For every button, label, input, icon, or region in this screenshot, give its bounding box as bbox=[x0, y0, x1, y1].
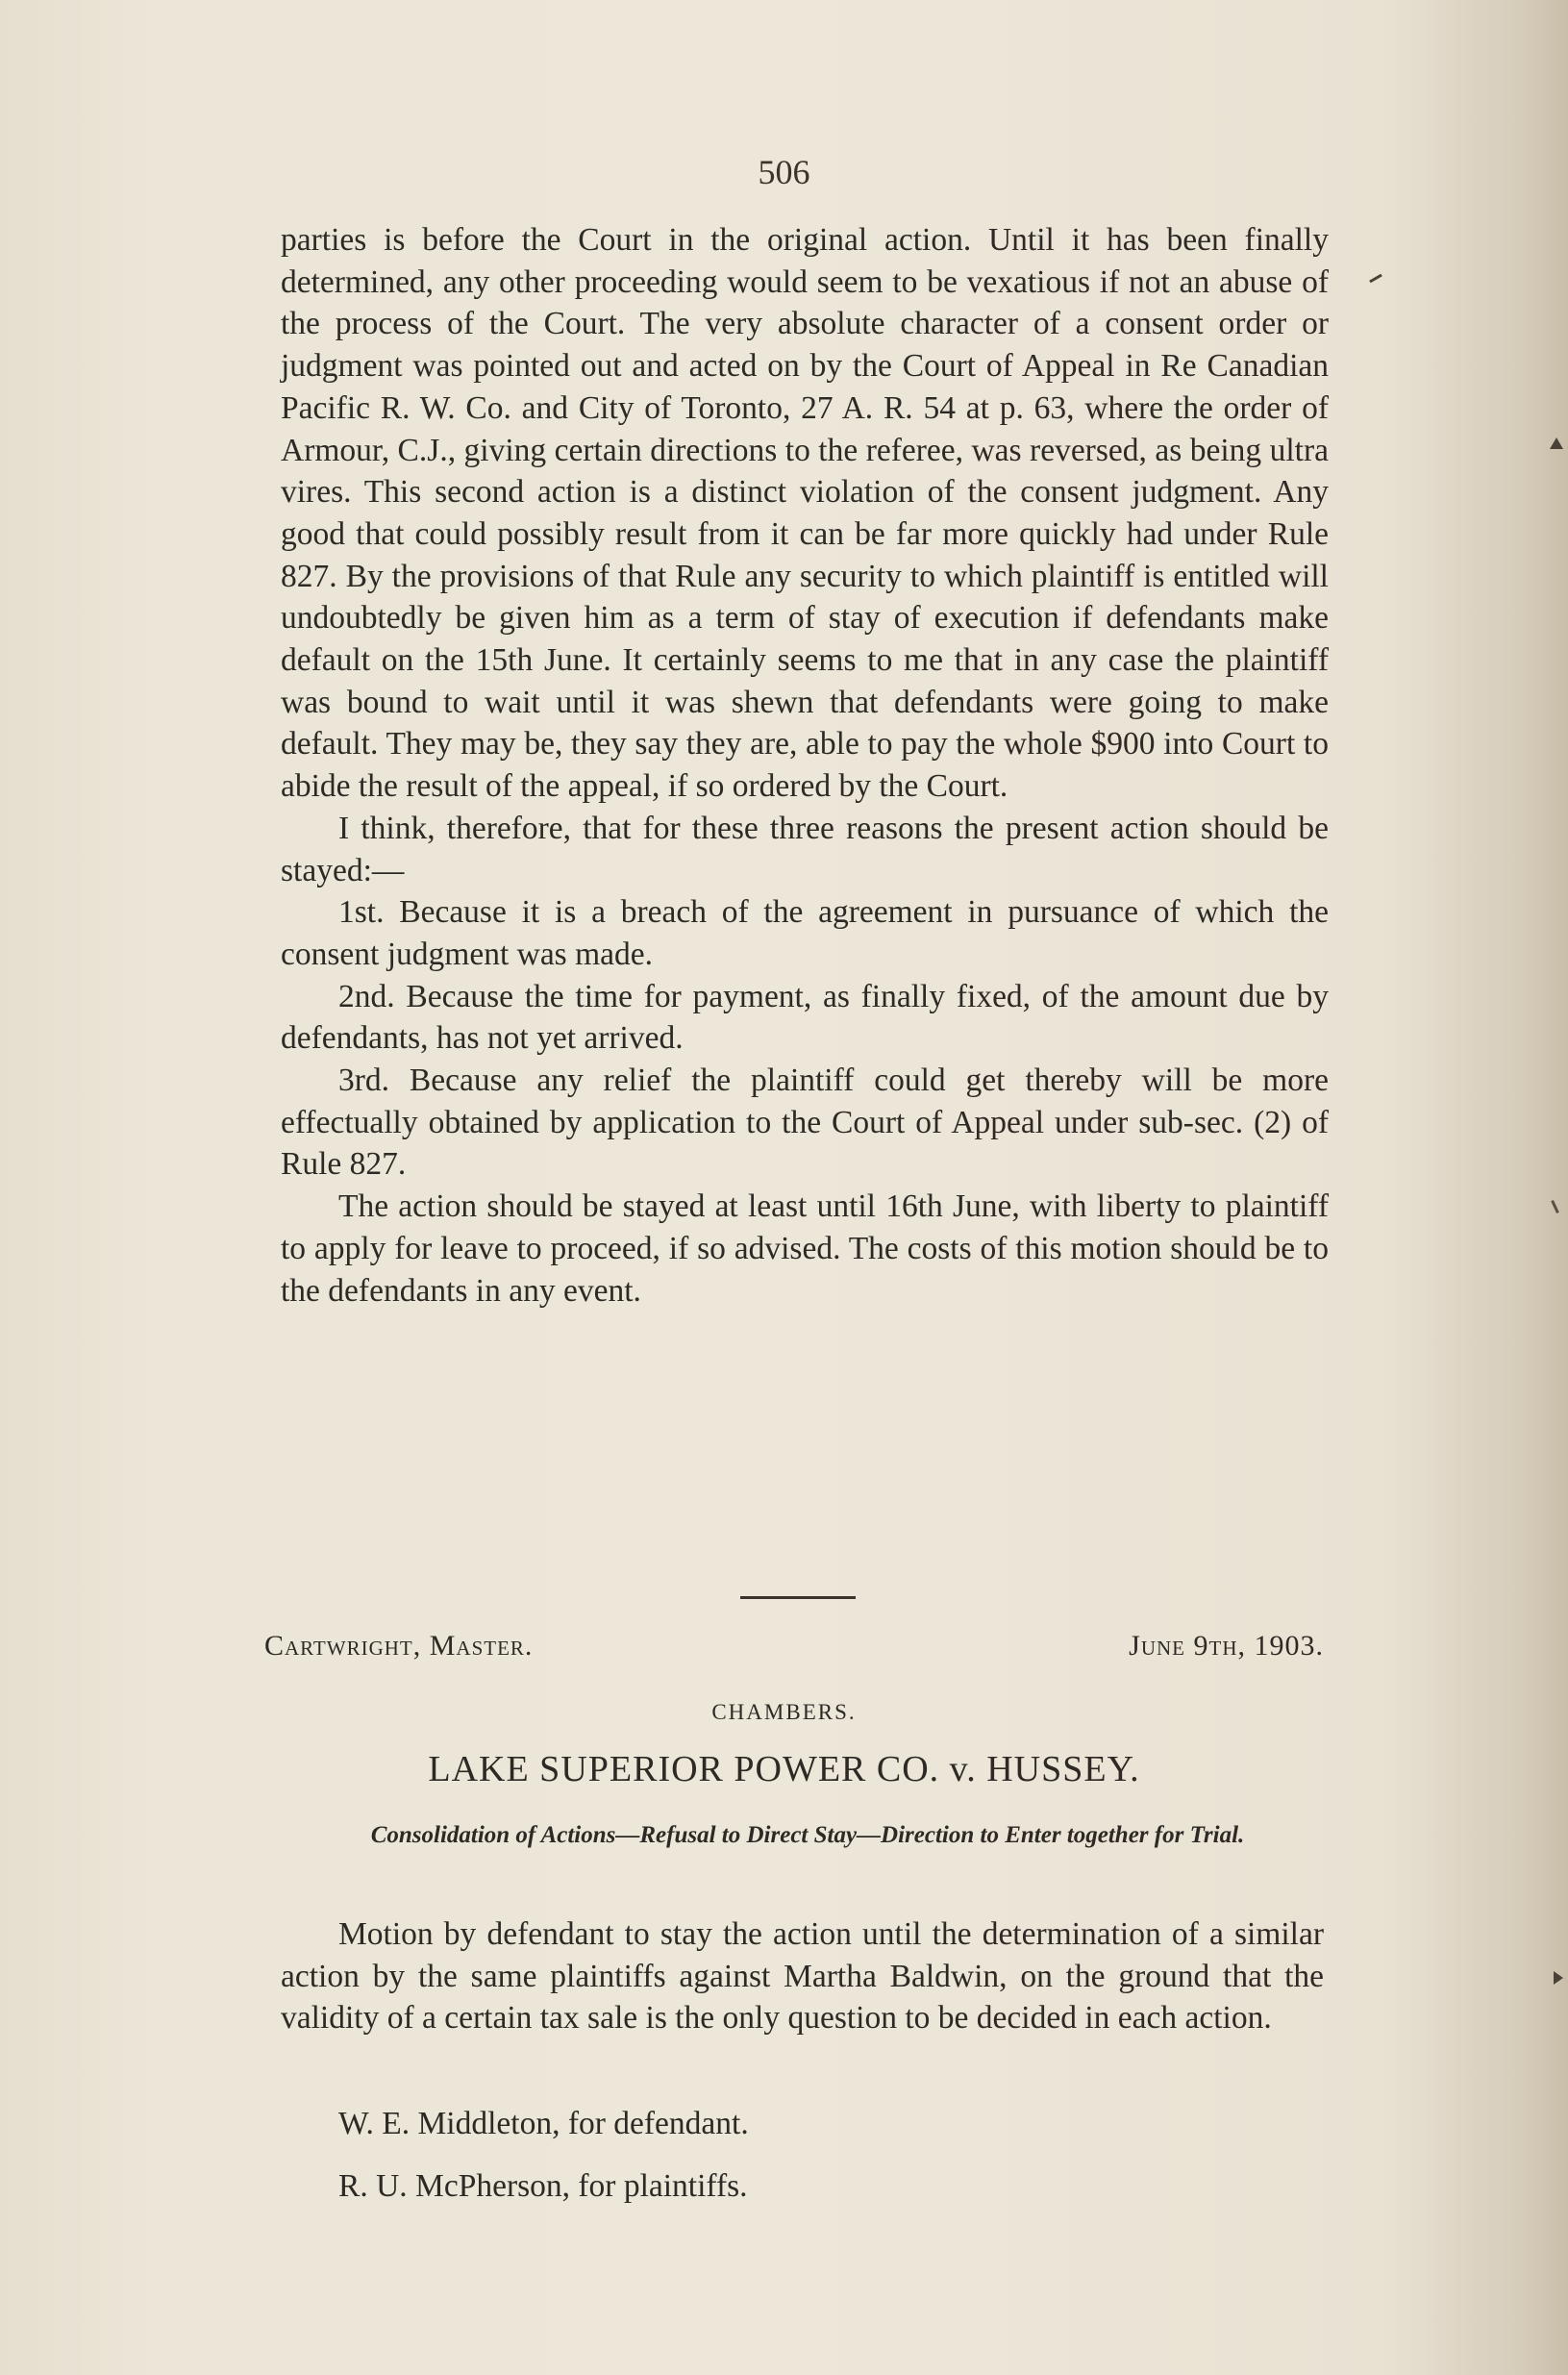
motion-text bbox=[281, 1913, 1324, 2039]
margin-mark bbox=[1550, 438, 1563, 449]
judge-name: Cartwright, Master. bbox=[264, 1630, 534, 1662]
paragraph-continued: parties is before the Court in the original action. Until it has been finally determined, any other proceeding would seem to be vexatious if not an abuse of the process of the Court. The very absolute character of a consent order or judgment was pointed out and acted on by the Court of Appeal in Re Canadian Pacific R. W. Co. and City of Toronto, 27 A. R. 54 at p. 63, where the order of Armour, C.J., giving certain directions to the referee, was reversed, as being ultra vires. This second action is a distinct violation of the consent judgment. Any good that could possibly result from it can be far more quickly had under Rule 827. By the provisions of that Rule any security to which plaintiff is entitled will undoubtedly be given him as a term of stay of execution if defendants make default on the 15th June. It certainly seems to me that in any case the plaintiff was bound to wait until it was shewn that defendants were going to make default. They may be, they say they are, able to pay the whole $900 into Court to abide the result of the appeal, if so ordered by the Court. bbox=[281, 222, 1329, 805]
court-label: CHAMBERS. bbox=[711, 1700, 857, 1724]
paragraph-reasons-intro: I think, therefore, that for these three reasons the present action should be stayed:— bbox=[281, 810, 1329, 888]
judgment-text bbox=[281, 219, 1329, 1312]
paragraph-reason-2: 2nd. Because the time for payment, as finally fixed, of the amount due by defendants, has not yet arrived. bbox=[281, 978, 1329, 1057]
margin-mark bbox=[1551, 1200, 1559, 1213]
case-header bbox=[264, 1627, 1324, 1665]
paragraph-reason-3: 3rd. Because any relief the plaintiff could get thereby will be more effectually obtained by application to the Court of Appeal under sub-sec. (2) of Rule 827. bbox=[281, 1062, 1329, 1183]
section-divider bbox=[740, 1596, 856, 1599]
margin-mark bbox=[1369, 274, 1382, 284]
case-headnote: Consolidation of Actions—Refusal to Direct Stay—Direction to Enter together for Trial. bbox=[370, 1822, 1245, 1848]
paragraph-order: The action should be stayed at least until 16th June, with liberty to plaintiff to apply for leave to proceed, if so advised. The costs of this motion should be to the defendants in any event. bbox=[281, 1188, 1329, 1309]
motion-paragraph: Motion by defendant to stay the action until the determination of a similar action by the same plaintiffs against Martha Baldwin, on the ground that the validity of a certain tax sale is the only question to be decided in each action. bbox=[281, 1916, 1324, 2037]
paragraph-reason-1: 1st. Because it is a breach of the agreement in pursuance of which the consent judgment was made. bbox=[281, 894, 1329, 972]
case-date: June 9th, 1903. bbox=[1129, 1630, 1324, 1662]
case-title: LAKE SUPERIOR POWER CO. v. HUSSEY. bbox=[428, 1749, 1140, 1789]
page-number: 506 bbox=[758, 153, 810, 191]
counsel-defendant: W. E. Middleton, for defendant. bbox=[338, 2106, 749, 2141]
margin-mark bbox=[1554, 1971, 1563, 1985]
counsel-plaintiffs: R. U. McPherson, for plaintiffs. bbox=[338, 2168, 748, 2204]
